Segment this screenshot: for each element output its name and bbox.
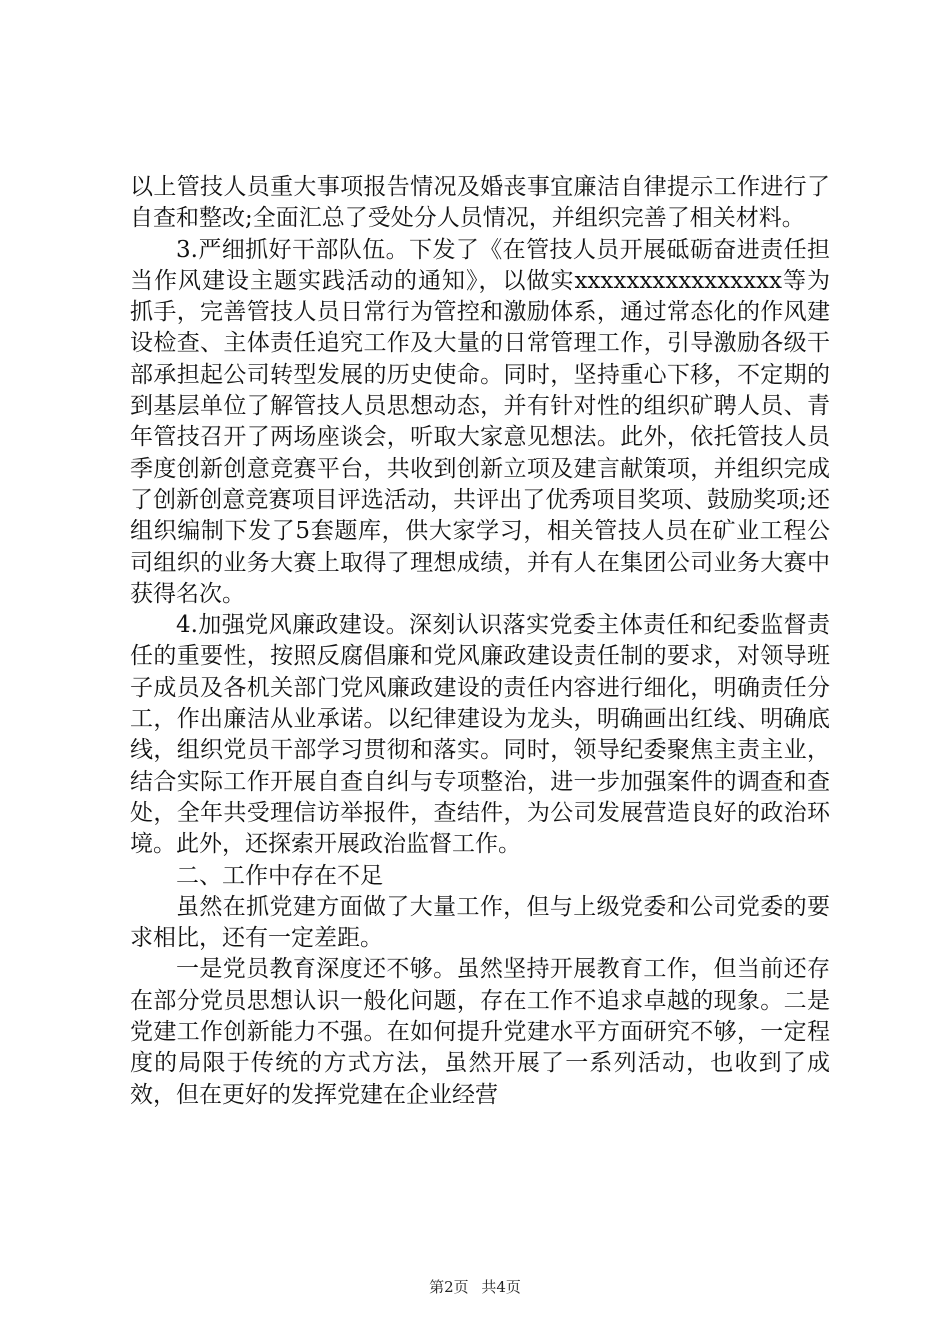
- paragraph-gap-summary: 虽然在抓党建方面做了大量工作，但与上级党委和公司党委的要求相比，还有一定差距。: [130, 893, 830, 952]
- paragraph-party-integrity: 4.加强党风廉政建设。深刻认识落实党委主体责任和纪委监督责任的重要性，按照反腐倡廉和党风廉政建设责任制的要求，对领导班子成员及各机关部门党风廉政建设的责任内容进行细化，明确责任分工，作出廉洁从业承诺。以纪律建设为龙头，明确画出红线、明确底线，组织党员干部学习贯彻和落实。同时，领导纪委聚焦主责主业，结合实际工作开展自查自纠与专项整治，进一步加强案件的调查和查处，全年共受理信访举报件，查结件，为公司发展营造良好的政治环境。此外，还探索开展政治监督工作。: [130, 612, 830, 858]
- page-number: 第2页: [429, 1278, 469, 1296]
- document-body: [130, 172, 830, 1111]
- paragraph-shortcomings-detail: 一是党员教育深度还不够。虽然坚持开展教育工作，但当前还存在部分党员思想认识一般化问题，存在工作不追求卓越的现象。二是党建工作创新能力不强。在如何提升党建水平方面研究不够，一定程度的局限于传统的方式方法，虽然开展了一系列活动，也收到了成效，但在更好的发挥党建在企业经营: [130, 956, 830, 1108]
- section-heading-shortcomings: 二、工作中存在不足: [176, 862, 383, 889]
- page-total: 共4页: [481, 1278, 521, 1296]
- page-footer: [0, 1276, 950, 1297]
- paragraph-cadre-team: 3.严细抓好干部队伍。下发了《在管技人员开展砥砺奋进责任担当作风建设主题实践活动的通知》，以做实xxxxxxxxxxxxxxxx等为抓手，完善管技人员日常行为管控和激励体系，通过常态化的作风建设检查、主体责任追究工作及大量的日常管理工作，引导激励各级干部承担起公司转型发展的历史使命。同时，坚持重心下移，不定期的到基层单位了解管技人员思想动态，并有针对性的组织矿聘人员、青年管技召开了两场座谈会，听取大家意见想法。此外，依托管技人员季度创新创意竞赛平台，共收到创新立项及建言献策项，并组织完成了创新创意竞赛项目评选活动，共评出了优秀项目奖项、鼓励奖项;还组织编制下发了5套题库，供大家学习，相关管技人员在矿业工程公司组织的业务大赛上取得了理想成绩，并有人在集团公司业务大赛中获得名次。: [130, 236, 830, 607]
- paragraph-continued: 以上管技人员重大事项报告情况及婚丧事宜廉洁自律提示工作进行了自查和整改;全面汇总了受处分人员情况，并组织完善了相关材料。: [130, 174, 830, 232]
